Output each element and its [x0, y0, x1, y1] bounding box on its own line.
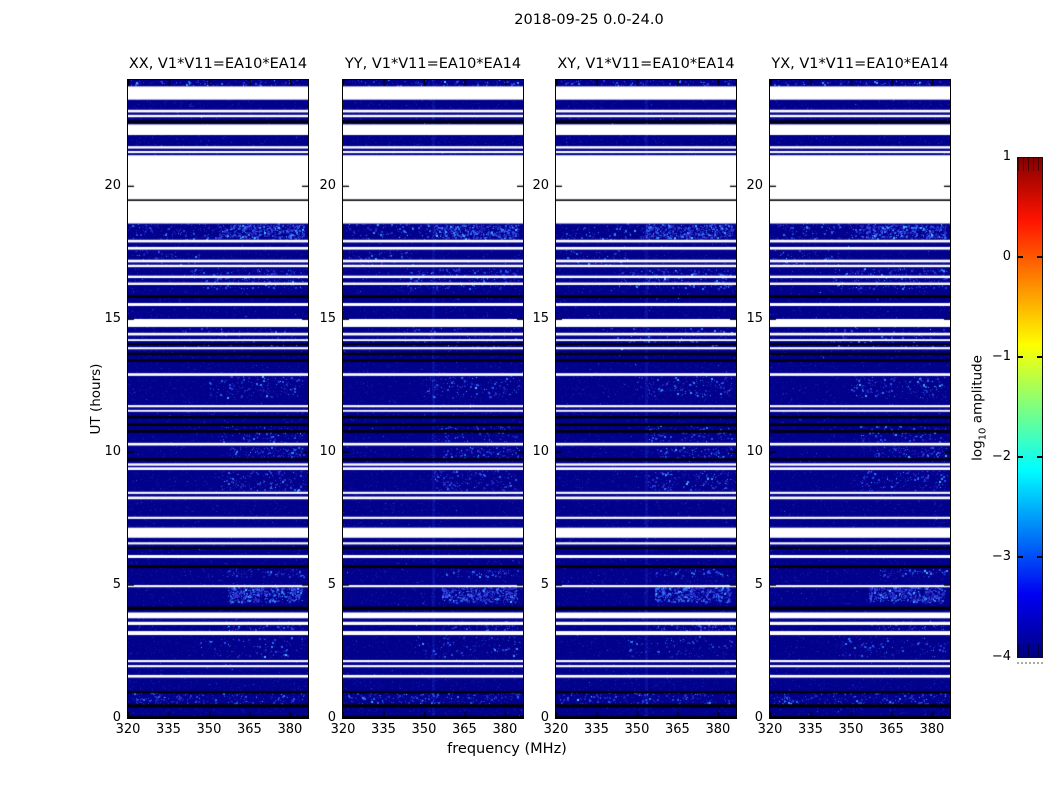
- x-tick-label: 365: [879, 722, 904, 737]
- y-tick-label: 15: [319, 311, 336, 327]
- colorbar-tick-label: −2: [991, 449, 1011, 464]
- panel-frame: [555, 79, 737, 719]
- y-tick-label: 0: [540, 710, 549, 725]
- y-tick-label: 5: [112, 577, 121, 593]
- figure-title: 2018-09-25 0.0-24.0: [514, 12, 664, 28]
- colorbar-tick-label: −1: [991, 349, 1011, 364]
- x-tick-label: 350: [624, 722, 650, 737]
- x-tick-label: 380: [277, 722, 303, 737]
- x-tick-label: 365: [452, 722, 477, 737]
- y-tick-label: 20: [746, 178, 763, 194]
- colorbar-tick-mark: [1037, 256, 1042, 257]
- colorbar-tick-mark: [1037, 556, 1042, 557]
- x-tick-label: 335: [371, 722, 396, 737]
- y-tick-label: 20: [104, 178, 121, 194]
- colorbar-label: [970, 355, 989, 461]
- panel-frame: [127, 79, 309, 719]
- colorbar-tick-mark: [1018, 356, 1023, 357]
- y-tick-label: 10: [746, 444, 763, 460]
- y-tick-label: 20: [532, 178, 549, 194]
- x-tick-label: 365: [665, 722, 690, 737]
- panel-title: XX, V1*V11=EA10*EA14: [128, 56, 308, 72]
- y-tick-label: 10: [532, 444, 549, 460]
- colorbar-tick-label: 0: [1002, 249, 1011, 264]
- y-tick-label: 20: [319, 178, 336, 194]
- panel-title: XY, V1*V11=EA10*EA14: [557, 56, 735, 72]
- x-tick-label: 350: [411, 722, 437, 737]
- heatmap-canvas: [343, 80, 523, 718]
- x-tick-label: 335: [798, 722, 823, 737]
- y-tick-label: 10: [319, 444, 336, 460]
- colorbar-tick-mark: [1018, 456, 1023, 457]
- panel-title: YY, V1*V11=EA10*EA14: [344, 56, 522, 72]
- heatmap-canvas: [556, 80, 736, 718]
- y-axis-label: UT (hours): [88, 363, 104, 435]
- colorbar-tick-label: 1: [1002, 149, 1011, 164]
- y-tick-label: 15: [532, 311, 549, 327]
- x-tick-label: 335: [584, 722, 609, 737]
- x-tick-label: 350: [838, 722, 864, 737]
- x-tick-label: 365: [237, 722, 262, 737]
- x-tick-label: 320: [115, 722, 141, 737]
- colorbar-tick-mark: [1037, 456, 1042, 457]
- x-axis-label: frequency (MHz): [447, 741, 567, 757]
- panel-frame: [342, 79, 524, 719]
- x-tick-label: 335: [156, 722, 181, 737]
- colorbar-extend-dots: [1017, 662, 1043, 664]
- colorbar-label-rest: amplitude: [969, 355, 986, 428]
- colorbar-tick-mark: [1018, 556, 1023, 557]
- x-tick-label: 350: [196, 722, 222, 737]
- x-tick-label: 320: [330, 722, 356, 737]
- y-tick-label: 10: [104, 444, 121, 460]
- y-tick-label: 0: [754, 710, 763, 725]
- panel-title: YX, V1*V11=EA10*EA14: [771, 56, 949, 72]
- heatmap-canvas: [770, 80, 950, 718]
- y-tick-label: 5: [754, 577, 763, 593]
- heatmap-canvas: [128, 80, 308, 718]
- y-tick-label: 15: [104, 311, 121, 327]
- y-tick-label: 15: [746, 311, 763, 327]
- colorbar-label-log: log: [969, 440, 986, 461]
- x-tick-label: 320: [757, 722, 783, 737]
- y-tick-label: 5: [540, 577, 549, 593]
- x-tick-label: 380: [492, 722, 518, 737]
- panel-frame: [769, 79, 951, 719]
- y-tick-label: 0: [112, 710, 121, 725]
- colorbar-label-sub: 10: [977, 427, 989, 441]
- y-tick-label: 0: [327, 710, 336, 725]
- colorbar-hatch-top: [1018, 158, 1042, 171]
- colorbar-hatch-bottom: [1018, 644, 1042, 657]
- colorbar-tick-mark: [1018, 256, 1023, 257]
- colorbar-tick-label: −4: [991, 649, 1011, 664]
- colorbar-tick-mark: [1037, 356, 1042, 357]
- x-tick-label: 380: [705, 722, 731, 737]
- colorbar-tick-label: −3: [991, 549, 1011, 564]
- colorbar: [1017, 157, 1043, 658]
- x-tick-label: 320: [543, 722, 569, 737]
- y-tick-label: 5: [327, 577, 336, 593]
- x-tick-label: 380: [919, 722, 945, 737]
